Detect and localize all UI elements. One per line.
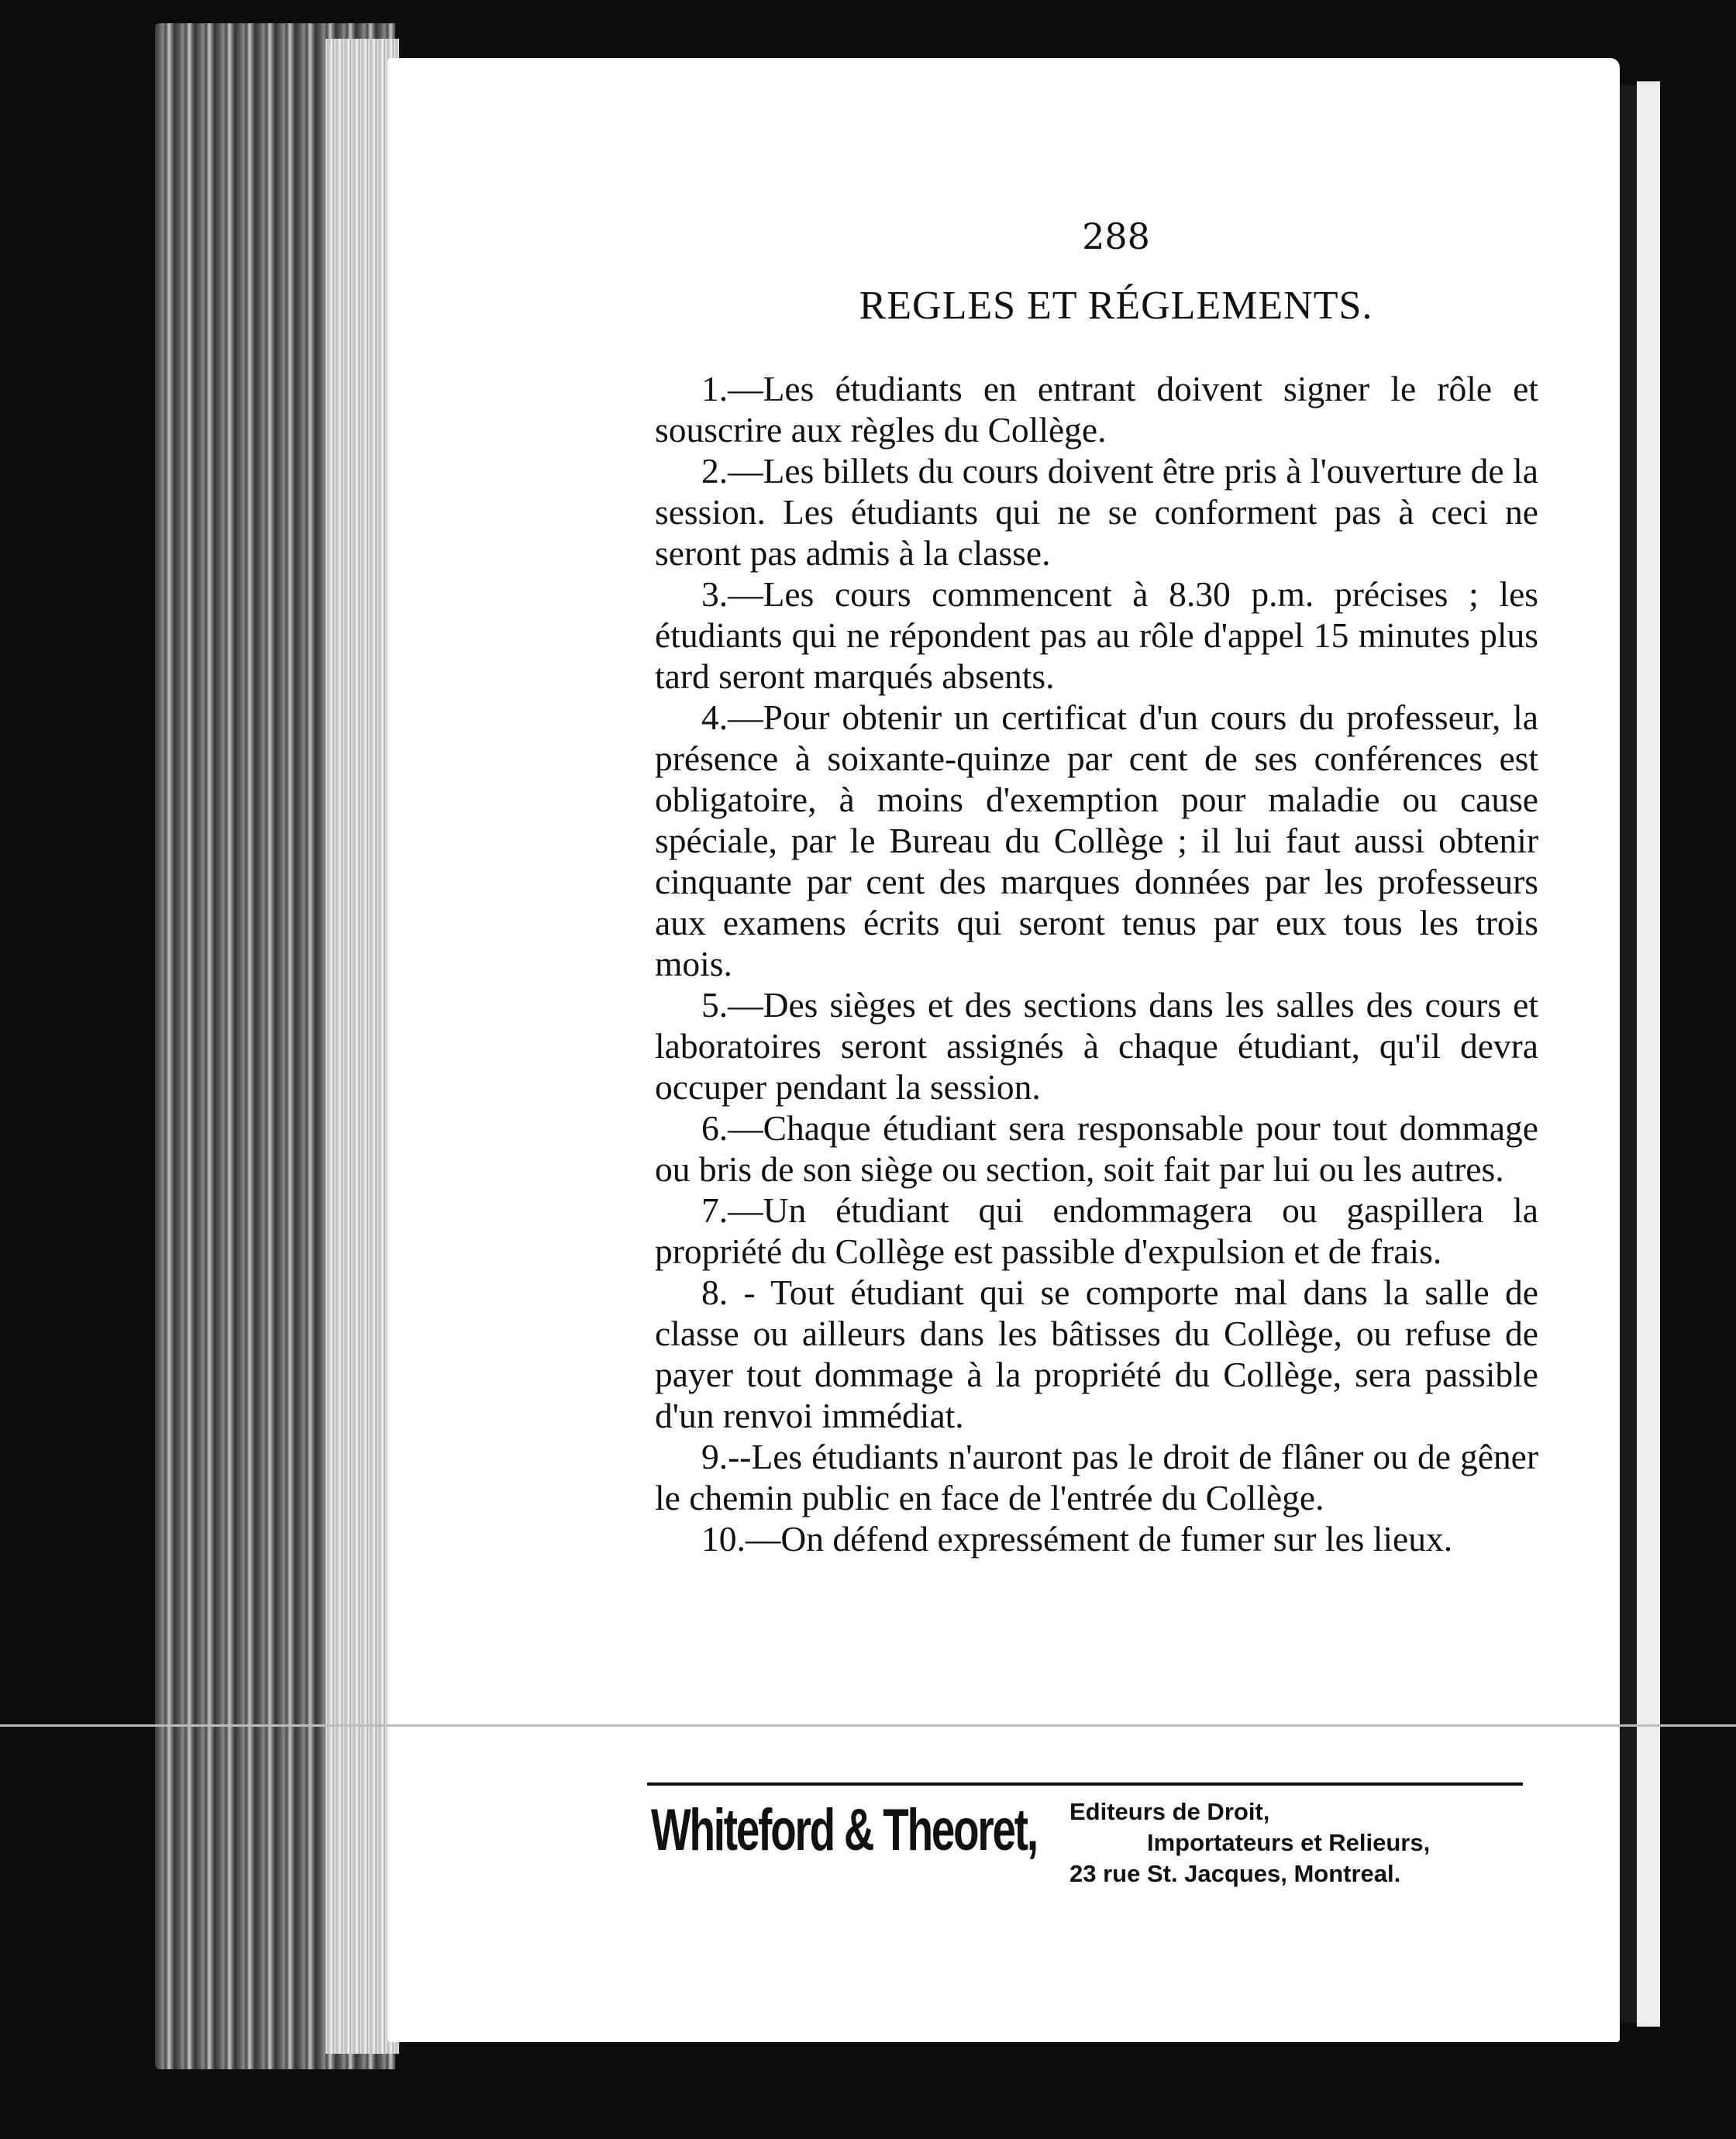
- page-number: 288: [1082, 215, 1150, 257]
- rule-item: [655, 984, 1538, 1107]
- rule-item: [655, 450, 1538, 574]
- rule-text: Pour obtenir un certificat d'un cours du professeur, la présence à soixante-quinze par cent de ses conférences est obligatoire, à moins d'exemption pour maladie ou cause spéciale, par le Bureau du Collège ; il lui faut aussi obtenir cinquante par cent des marques données par les professeurs aux examens écrits qui seront tenus par eux tous les trois mois.: [655, 698, 1538, 983]
- rule-text: Tout étudiant qui se comporte mal dans la salle de classe ou ailleurs dans les bâtisses du Collège, ou refuse de payer tout dommage à la propriété du Collège, sera passible d'un renvoi immédiat.: [655, 1273, 1538, 1435]
- rule-item: [655, 1518, 1538, 1559]
- publisher-info: [1070, 1796, 1519, 1889]
- rule-number: 3.—: [701, 574, 763, 614]
- publisher-name: Whiteford & Theoret,: [651, 1797, 1037, 1863]
- advertisement-divider: [647, 1782, 1523, 1786]
- rule-text: Les billets du cours doivent être pris à l'ouverture de la session. Les étudiants qui ne se conforment pas à ceci ne seront pas admis à la classe.: [655, 451, 1538, 573]
- rule-text: Les étudiants n'auront pas le droit de flâner ou de gêner le chemin public en face de l'entrée du Collège.: [655, 1437, 1538, 1517]
- rules-list: [655, 368, 1538, 1559]
- rule-text: Les étudiants en entrant doivent signer le rôle et souscrire aux règles du Collège.: [655, 369, 1538, 450]
- rule-number: 7.—: [701, 1190, 763, 1230]
- publisher-line-3: 23 rue St. Jacques, Montreal.: [1070, 1860, 1401, 1887]
- page-title: REGLES ET RÉGLEMENTS.: [859, 284, 1373, 328]
- rule-item: [655, 1272, 1538, 1436]
- rule-number: 8. -: [701, 1273, 771, 1312]
- facing-page-edge: [1620, 85, 1637, 2023]
- rule-number: 2.—: [701, 451, 763, 491]
- rule-number: 10.—: [701, 1519, 781, 1559]
- rule-item: [655, 1107, 1538, 1190]
- publisher-line-2: Importateurs et Relieurs,: [1147, 1829, 1431, 1856]
- rule-item: [655, 574, 1538, 697]
- rule-number: 9.--: [701, 1437, 752, 1476]
- publisher-line-1: Editeurs de Droit,: [1070, 1798, 1270, 1825]
- rule-number: 5.—: [701, 985, 763, 1025]
- scan-artifact-line: [0, 1724, 1736, 1727]
- rule-item: [655, 1436, 1538, 1518]
- rule-number: 6.—: [701, 1108, 763, 1148]
- rule-text: Des sièges et des sections dans les salles des cours et laboratoires seront assignés à chaque étudiant, qu'il devra occuper pendant la session.: [655, 985, 1538, 1107]
- rule-text: On défend expressément de fumer sur les lieux.: [780, 1519, 1453, 1559]
- rule-text: Les cours commencent à 8.30 p.m. précises ; les étudiants qui ne répondent pas au rôle d'appel 15 minutes plus tard seront marqués absents.: [655, 574, 1538, 696]
- rule-text: Chaque étudiant sera responsable pour tout dommage ou bris de son siège ou section, soit fait par lui ou les autres.: [655, 1108, 1538, 1189]
- rule-number: 4.—: [701, 698, 763, 737]
- rule-item: [655, 368, 1538, 450]
- rule-number: 1.—: [701, 369, 763, 408]
- facing-page-margin: [1637, 81, 1660, 2027]
- rule-item: [655, 1190, 1538, 1272]
- rule-item: [655, 697, 1538, 984]
- rule-text: Un étudiant qui endommagera ou gaspillera la propriété du Collège est passible d'expulsion et de frais.: [655, 1190, 1538, 1271]
